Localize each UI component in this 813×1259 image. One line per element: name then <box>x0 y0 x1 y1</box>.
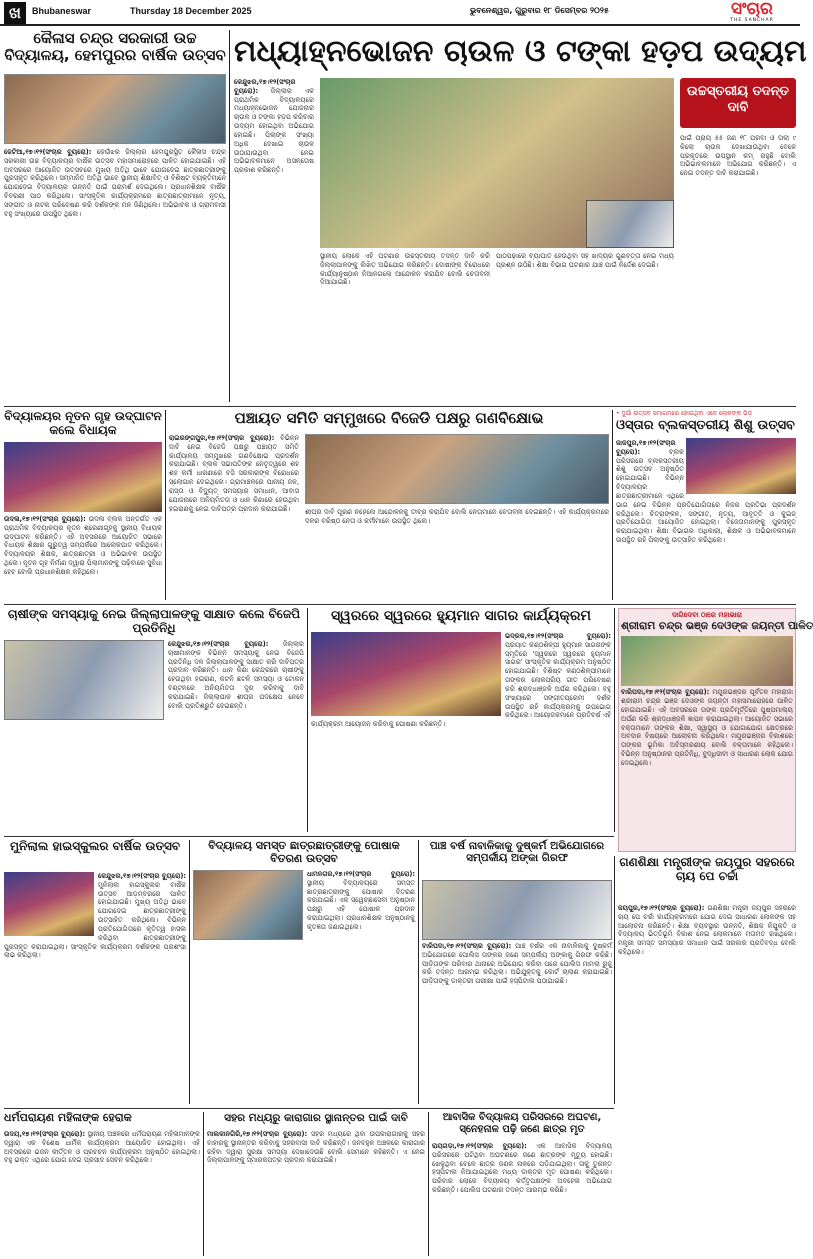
lead-story <box>234 30 807 402</box>
story-body-wrap <box>207 1130 425 1254</box>
story-photo <box>4 442 162 512</box>
story-photo <box>422 880 612 940</box>
story-women-religious <box>4 1112 200 1256</box>
date-odia: ଭୁବନେଶ୍ୱର, ଗୁରୁବାର ୧୮ ଡିସେମ୍ବର ୨୦୨୫ <box>470 6 609 15</box>
headline: ବିଦ୍ୟାଳୟ ସମସ୍ତ ଛାତ୍ରଛାତ୍ରୀଙ୍କୁ ପୋଷାକ ବିତରଣ ଉତ୍ସବ <box>208 839 400 865</box>
story-arrest <box>422 840 612 1104</box>
story-body: ସ୍ଥାନୀୟ ଅଞ୍ଚଳରେ ଧର୍ମପରାୟଣ ମହିଳାମାନଙ୍କ ଦ୍ୱାରା ଏକ ବିଶେଷ ଧାର୍ମିକ କାର୍ଯ୍ୟକ୍ରମ ଆୟୋଜିତ ହୋଇଥିଲା। ଏହି ଅବସରରେ ଭଜନ କୀର୍ତ୍ତନ ଓ ପ୍ରବଚନ କାର୍ଯ୍ୟକ୍ରମ ଅନୁଷ୍ଠିତ ହୋଇଥିଲା। ବହୁ ଭକ୍ତ ଏଥିରେ ଯୋଗ ଦେଇ ପ୍ରସାଦ ସେବନ କରିଥିଲେ। <box>4 1130 200 1165</box>
dateline: ଧାମନଗର,୧୭।୧୨(ସଂଚାର ବ୍ୟୁରୋ): <box>307 870 415 878</box>
story-body-wrap <box>618 904 796 1254</box>
lead-col1 <box>234 78 314 350</box>
story-body: ସହର ମଧ୍ୟରେ ଥିବା ଉପକାରାଗାରକୁ ସହର ବାହାରକୁ ସ୍ଥାନାନ୍ତର କରିବାକୁ ସହରବାସୀ ଦାବି କରିଛନ୍ତି। ଜନବହୁଳ ଅଞ୍ଚଳରେ କାରାଗାର ରହିବା ଦ୍ୱାରା ସୁରକ୍ଷା ସମସ୍ୟା ଦେଖାଦେଉଛି ବୋଲି ସେମାନେ କହିଛନ୍ତି। ଏ ନେଇ ଜିଲ୍ଲାପାଳଙ୍କୁ ସ୍ମାରକପତ୍ର ପ୍ରଦାନ କରାଯାଇଛି। <box>207 1130 425 1165</box>
story-body: ମୁନିଲାଲ ହାଇସ୍କୁଲର ବାର୍ଷିକ ଉତ୍ସବ ଆଡ଼ମ୍ବରରେ ପାଳିତ ହୋଇଯାଇଛି। ମୁଖ୍ୟ ଅତିଥି ଭାବେ ଯୋଗଦେଇ ଛାତ୍ରଛାତ୍ରୀଙ୍କୁ ଉତ୍ସାହିତ କରିଥିଲେ। ବିଭିନ୍ନ ପ୍ରତିଯୋଗିତାରେ କୃତିତ୍ୱ ହାସଲ କରିଥିବା ଛାତ୍ରଛାତ୍ରୀଙ୍କୁ ପୁରସ୍କୃତ କରାଯାଇଥିଲା। ସାଂସ୍କୃତିକ କାର୍ଯ୍ୟକ୍ରମ ଦର୍ଶକଙ୍କ ପ୍ରଶଂସା ଲାଭ କରିଥିଲା। <box>4 880 186 960</box>
brand-logo <box>706 0 798 24</box>
column-divider <box>203 1112 204 1256</box>
headline: ପାଞ୍ଚ ବର୍ଷ ନାବାଳିକାକୁ ଦୁଷ୍କର୍ମ ଅଭିଯୋଗରେ ସମ୍ପର୍କୀୟ ଅଙ୍କା ଗିରଫ <box>429 840 605 865</box>
story-body-wrap <box>4 148 226 398</box>
story-child-festival <box>616 410 796 600</box>
column-divider <box>614 856 615 1104</box>
story-body: ଉଦଳା ବ୍ଲକ ଅନ୍ତର୍ଗତ ଏକ ପ୍ରାଥମିକ ବିଦ୍ୟାଳୟର ନୂତନ ଶ୍ରେଣୀଗୃହକୁ ସ୍ଥାନୀୟ ବିଧାୟକ ଉଦ୍‌ଘାଟନ କରିଛନ୍ତି। ଏହି ଅବସରରେ ଆୟୋଜିତ ସଭାରେ ବିଧାୟକ ଶିକ୍ଷାର ଗୁରୁତ୍ୱ ସମ୍ପର୍କରେ ଆଲୋକପାତ କରିଥିଲେ। ବିଦ୍ୟାଳୟର ଶିକ୍ଷକ, ଛାତ୍ରଛାତ୍ରୀ ଓ ଅଭିଭାବକ ଉପସ୍ଥିତ ଥିଲେ। ନୂତନ ଗୃହ ନିର୍ମାଣ ଦ୍ୱାରା ପିଲାମାନଙ୍କୁ ପଢ଼ିବାରେ ସୁବିଧା ହେବ ବୋଲି ପ୍ରଧାନଶିକ୍ଷକ କହିଥିଲେ। <box>4 515 162 576</box>
column-divider <box>189 840 190 1104</box>
story-body-wrap <box>621 688 793 850</box>
brand-name: ସଂଚାର <box>731 0 773 19</box>
story-photo <box>621 636 793 686</box>
headline: ଶ୍ରୀରାମ ଚନ୍ଦ୍ର ଭଞ୍ଜ ଦେଓଙ୍କ ଜୟନ୍ତୀ ପାଳିତ <box>621 620 813 633</box>
section-rule <box>4 406 796 407</box>
story-photo <box>305 434 609 504</box>
story-jail-shift <box>207 1112 425 1256</box>
story-body-wrap <box>432 1142 612 1254</box>
story-body: ବିଭିନ୍ନ ଦାବି ନେଇ ବିଜେଡି ପକ୍ଷରୁ ପଞ୍ଚାୟତ ସମିତି କାର୍ଯ୍ୟାଳୟ ସମ୍ମୁଖରେ ଗଣବିକ୍ଷୋଭ ପ୍ରଦର୍ଶନ କରାଯାଇଛି। ବ୍ଲକ ସଭାପତିଙ୍କ ନେତୃତ୍ୱରେ ଶହ ଶହ କର୍ମୀ ଧାରଣାରେ ବସି ସରକାରଙ୍କ ବିରୋଧରେ ସ୍ଲୋଗାନ ଦେଇଥିଲେ। ଗ୍ରାମାଞ୍ଚଳରେ ପାନୀୟ ଜଳ, ରାସ୍ତା ଓ ବିଦ୍ୟୁତ୍ ସମସ୍ୟାର ସମାଧାନ, ଆବାସ ଯୋଜନାରେ ଅନିୟମିତତା ଓ ଧାନ କିଣାରେ ହେଉଥିବା ହଇରାଣକୁ ନେଇ ଦାବିପତ୍ର ପ୍ରଦାନ କରାଯାଇଛି। <box>169 434 299 513</box>
lead-col3: ପାଠପଢ଼ାରେ ବ୍ୟାଘାତ ହେଉଥିବା ସହ ଖାଦ୍ୟର ଗୁଣବତ୍ତା ନେଇ ମଧ୍ୟ ପ୍ରଶ୍ନ ଉଠିଛି। ଶିକ୍ଷା ବିଭାଗ ଘଟଣାର ଯାଞ୍ଚ ପାଇଁ ନିର୍ଦ୍ଦେଶ ଦେଇଛି। <box>496 252 674 269</box>
lead-col2: ସ୍ଥାନୀୟ ଲୋକେ ଏହି ଘଟଣାର ଉଚ୍ଚସ୍ତରୀୟ ତଦନ୍ତ ଦାବି କରି ଜିଲ୍ଲାପାଳଙ୍କୁ ଲିଖିତ ଅଭିଯୋଗ କରିଛନ୍ତି। ଦୋଷୀଙ୍କ ବିରୋଧରେ କାର୍ଯ୍ୟାନୁଷ୍ଠାନ ନିଆନଗଲେ ଆନ୍ଦୋଳନ କରାଯିବ ବୋଲି ଚେତାବନୀ ଦିଆଯାଇଛି। <box>320 252 490 287</box>
story-body: ବ୍ଲକ ପରିସରରେ ବ୍ଲକସ୍ତରୀୟ ଶିଶୁ ଉତ୍ସବ ଅନୁଷ୍ଠିତ ହୋଇଯାଇଛି। ବିଭିନ୍ନ ବିଦ୍ୟାଳୟର ଛାତ୍ରଛାତ୍ରୀମାନେ ଏଥିରେ ଭାଗ ନେଇ ବିଭିନ୍ନ ପ୍ରତିଯୋଗିତାରେ ନିଜର ପ୍ରତିଭା ପ୍ରଦର୍ଶନ କରିଥିଲେ। ଚିତ୍ରାଙ୍କନ, ସଙ୍ଗୀତ, ନୃତ୍ୟ, ଆବୃତ୍ତି ଓ କୁଇଜ୍ ପ୍ରତିଯୋଗିତା ଆୟୋଜିତ ହୋଇଥିଲା। ବିଜେତାମାନଙ୍କୁ ପୁରସ୍କୃତ କରାଯାଇଥିଲା। ଶିକ୍ଷା ବିଭାଗର ଅଧିକାରୀ, ଶିକ୍ଷକ ଓ ଅଭିଭାବକମାନେ ଉପସ୍ଥିତ ରହି ପିଲାଙ୍କୁ ଉତ୍ସାହିତ କରିଥିଲେ। <box>616 447 796 545</box>
dateline: ବାରିପଦା,୧୭।୧୨(ସଂଚାର ବ୍ୟୁରୋ): <box>621 688 710 697</box>
kicker-text: ଉଚ୍ଚସ୍ତରୀୟ ତଦନ୍ତ ଦାବି <box>687 84 789 115</box>
story-munilal <box>4 840 186 1104</box>
section-rule <box>4 1108 614 1109</box>
story-photo <box>4 872 94 936</box>
story-body: ଗଣଶିକ୍ଷା ମନ୍ତ୍ରୀ ଜୟପୁର ସହରରେ ଚାୟ ପେ ଚର୍ଚ୍ଚା କାର୍ଯ୍ୟକ୍ରମରେ ଯୋଗ ଦେଇ ସାଧାରଣ ଲୋକଙ୍କ ସହ ଆଲୋଚନା କରିଛନ୍ତି। ଶିକ୍ଷା ବ୍ୟବସ୍ଥାର ଉନ୍ନତି, ଶିକ୍ଷକ ନିଯୁକ୍ତି ଓ ବିଦ୍ୟାଳୟ ଭିତ୍ତିଭୂମି ବିକାଶ ନେଇ ଲୋକମାନେ ମତାମତ ରଖିଥିଲେ। ମନ୍ତ୍ରୀ ସମସ୍ତ ସମସ୍ୟାର ସମାଧାନ ପାଇଁ ସରକାର ପ୍ରତିବଦ୍ଧ ବୋଲି କହିଥିଲେ। <box>618 904 796 957</box>
headline: ଓସ୍ତାର ବ୍ଲକସ୍ତରୀୟ ଶିଶୁ ଉତ୍ସବ <box>616 418 795 433</box>
story-body-wrap <box>422 942 612 1102</box>
story-photo <box>4 640 164 720</box>
story-body: ସ୍ଥାନୀୟ ବିଦ୍ୟାଳୟରେ ସମସ୍ତ ଛାତ୍ରଛାତ୍ରୀଙ୍କୁ ପୋଷାକ ବିତରଣ କରାଯାଇଛି। ଏକ ସ୍ୱେଚ୍ଛାସେବୀ ଅନୁଷ୍ଠାନ ପକ୍ଷରୁ ଏହି ପୋଷାକ ପ୍ରଦାନ କରାଯାଇଥିଲା। ପ୍ରଧାନଶିକ୍ଷକ ଅନୁଷ୍ଠାନକୁ କୃତଜ୍ଞତା ଜଣାଇଥିଲେ। <box>307 878 415 931</box>
story-photo <box>4 74 226 144</box>
story-farmers <box>4 608 304 832</box>
dateline: ଉଦୟ,୧୭।୧୨(ସଂଚାର ବ୍ୟୁରୋ): <box>4 1130 86 1138</box>
section-rule <box>4 604 796 605</box>
story-body: ପାଞ୍ଚ ବର୍ଷର ଏକ ନାବାଳିକାକୁ ଦୁଷ୍କର୍ମ ଅଭିଯୋଗରେ ପୋଲିସ ତାଙ୍କର ଜଣେ ସମ୍ପର୍କୀୟ ଅଙ୍କାକୁ ଗିରଫ କରିଛି। ପୀଡ଼ିତାଙ୍କ ପରିବାର ଥାନାରେ ଅଭିଯୋଗ କରିବା ପରେ ପୋଲିସ ମାମଲା ରୁଜୁ କରି ତଦନ୍ତ ଆରମ୍ଭ କରିଥିଲା। ଅଭିଯୁକ୍ତକୁ କୋର୍ଟ ଚାଲାଣ କରାଯାଇଛି। ପୀଡ଼ିତାଙ୍କୁ ଡାକ୍ତରୀ ପରୀକ୍ଷା ପାଇଁ ହସ୍ପିଟାଲ ପଠାଯାଇଛି। <box>422 942 612 986</box>
dateline: ଜାଜପୁର,୧୭।୧୨(ସଂଚାର ବ୍ୟୁରୋ): <box>616 439 676 456</box>
headline: ପଞ୍ଚାୟତ ସମିତି ସମ୍ମୁଖରେ ବିଜେଡି ପକ୍ଷରୁ ଗଣବିକ୍ଷୋଭ <box>234 409 544 427</box>
story-body: ଏକ ଆବାସିକ ବିଦ୍ୟାଳୟ ପରିସରରେ ଘଟିଥିବା ଅଘଟଣରେ ଜଣେ ଛାତ୍ରଙ୍କ ମୃତ୍ୟୁ ହୋଇଛି। ଖେଳୁଥିବା ବେଳେ ଛାତ୍ର ଜଣକ ନାଳରେ ପଡ଼ିଯାଇଥିଲା। ତାକୁ ତୁରନ୍ତ ହସ୍ପିଟାଲ ନିଆଯାଇଥିଲେ ମଧ୍ୟ ଡାକ୍ତର ମୃତ ଘୋଷଣା କରିଥିଲେ। ପରିବାର ଲୋକେ ବିଦ୍ୟାଳୟ କର୍ତ୍ତୃପକ୍ଷଙ୍କ ଅବହେଳା ଅଭିଯୋଗ କରିଛନ୍ତି। ପୋଲିସ ଘଟଣାର ତଦନ୍ତ ଆରମ୍ଭ କରିଛି। <box>432 1142 612 1195</box>
lead-body1: ଜିଲ୍ଲାର ଏକ ପ୍ରାଥମିକ ବିଦ୍ୟାଳୟରେ ମଧ୍ୟାହ୍ନଭୋଜନ ଯୋଜନାର ଚାଉଳ ଓ ଟଙ୍କା ହଡ଼ପ କରିବାର ଉଦ୍ୟମ ହୋଇଥିବା ଅଭିଯୋଗ ହୋଇଛି। ପିଲାଙ୍କ ସଂଖ୍ୟା ଅଧିକ ଦେଖାଇ ଚାଉଳ ଉଠାଯାଉଥିବା ନେଇ ଅଭିଭାବକମାନେ ଅସନ୍ତୋଷ ପ୍ରକାଶ କରିଛନ୍ତି। <box>234 86 314 175</box>
story-bjd-protest <box>169 410 609 600</box>
kicker-box <box>680 78 796 128</box>
headline: ମୁନିଲାଲ ହାଇସ୍କୁଲର ବାର୍ଷିକ ଉତ୍ସବ <box>9 839 181 853</box>
story-school-annual <box>4 30 226 402</box>
column-divider <box>428 1112 429 1256</box>
tag: ଦାଗିଦେବା ଠାରେ ମହାଭାରା <box>671 611 743 619</box>
lead-dateline: କେନ୍ଦୁଝର,୧୭।୧୨(ସଂଚାର ବ୍ୟୁରୋ): <box>234 78 296 95</box>
page-letter: ଖ <box>4 2 26 24</box>
date-english: Thursday 18 December 2025 <box>130 6 252 16</box>
column-divider <box>307 608 308 832</box>
lead-headline: ମଧ୍ୟାହ୍ନଭୋଜନ ଚାଉଳ ଓ ଟଙ୍କା ହଡ଼ପ ଉଦ୍ୟମ <box>234 34 807 69</box>
dateline: ମାଲକାନଗିରି,୧୭।୧୨(ସଂଚାର ବ୍ୟୁରୋ): <box>207 1130 308 1138</box>
story-body: କେଉଁଝର ଜିଲ୍ଲାର ହେମପୁରସ୍ଥିତ କୈଳାସ ଚନ୍ଦ୍ର ସରକାରୀ ଉଚ୍ଚ ବିଦ୍ୟାଳୟର ବାର୍ଷିକ ଉତ୍ସବ ମହାସମାରୋହରେ ପାଳିତ ହୋଇଯାଇଛି। ଏହି ଅବସରରେ ଆୟୋଜିତ ଉତ୍ସବରେ ମୁଖ୍ୟ ଅତିଥି ଭାବେ ଯୋଗଦେଇ ଛାତ୍ରଛାତ୍ରୀଙ୍କୁ ପୁରସ୍କୃତ କରିଥିଲେ। ସମ୍ମାନିତ ଅତିଥି ଭାବେ ସ୍ଥାନୀୟ ଶିକ୍ଷାବିତ୍ ଓ ବିଶିଷ୍ଟ ବ୍ୟକ୍ତିମାନେ ଯୋଗଦେଇ ବିଦ୍ୟାଳୟର ଉନ୍ନତି ପାଇଁ ପରାମର୍ଶ ଦେଇଥିଲେ। ପ୍ରଧାନଶିକ୍ଷକ ବାର୍ଷିକ ବିବରଣୀ ପାଠ କରିଥିଲେ। ସାଂସ୍କୃତିକ କାର୍ଯ୍ୟକ୍ରମରେ ଛାତ୍ରଛାତ୍ରୀମାନେ ନୃତ୍ୟ, ସଙ୍ଗୀତ ଓ ନାଟକ ପରିବେଷଣ କରି ଦର୍ଶକଙ୍କ ମନ ଜିଣିଥିଲେ। ଅଭିଭାବକ ଓ ଗ୍ରାମବାସୀ ବହୁ ସଂଖ୍ୟାରେ ଉପସ୍ଥିତ ଥିଲେ। <box>4 148 226 218</box>
column-divider <box>614 608 615 832</box>
brand-subtitle: THE SANCHAR <box>730 18 774 23</box>
column-divider <box>165 410 166 600</box>
story-body: ପ୍ରୟାତ କଣ୍ଠଶିଳ୍ପୀ ହ୍ୟୁମାନ ସାଗରଙ୍କ ସ୍ମୃତିରେ 'ସ୍ୱରରେ ସ୍ୱରରେ ହ୍ୟୁମାନ ସାଗର' ସାଂସ୍କୃତିକ କାର୍ଯ୍ୟକ୍ରମ ଅନୁଷ୍ଠିତ ହୋଇଯାଇଛି। ବିଶିଷ୍ଟ କଣ୍ଠଶିଳ୍ପୀମାନେ ତାଙ୍କର ଲୋକପ୍ରିୟ ଗୀତ ପରିବେଷଣ କରି ଶ୍ରଦ୍ଧାଞ୍ଜଳି ଅର୍ପଣ କରିଥିଲେ। ବହୁ ସଂଖ୍ୟାରେ ସଙ୍ଗୀତପ୍ରେମୀ ଦର୍ଶକ ଉପସ୍ଥିତ ରହି କାର୍ଯ୍ୟକ୍ରମକୁ ଉପଭୋଗ କରିଥିଲେ। ଆୟୋଜକମାନେ ପ୍ରତିବର୍ଷ ଏହି କାର୍ଯ୍ୟକ୍ରମ ଆୟୋଜନ କରିବାକୁ ଘୋଷଣା କରିଛନ୍ତି। <box>311 640 611 729</box>
lead-photo-inset <box>586 200 674 248</box>
headline: ବିଦ୍ୟାଳୟର ନୂତନ ଗୃହ ଉଦ୍‌ଘାଟନ କଲେ ବିଧାୟକ <box>4 409 162 437</box>
dateline: କେନ୍ଦୁଝର,୧୭।୧୨(ସଂଚାର ବ୍ୟୁରୋ): <box>168 640 269 648</box>
story-body-wrap <box>4 1130 200 1254</box>
lead-col4: ପାଇଁ ପ୍ରାୟ ୫୫ ଜଣ ୧୮ ପରବା ଓ ତାଲା ୯ କିଲୋ ଚାଉଳ ଦେଖାଯାଉଥିବା ବେଳେ ପ୍ରକୃତରେ ଉପସ୍ଥାନ କମ୍ ରହୁଛି ବୋଲି ଅଭିଭାବକମାନେ ଅଭିଯୋଗ କରିଛନ୍ତି। ଏ ନେଇ ତଦନ୍ତ ଦାବି କରାଯାଇଛି। <box>680 134 796 178</box>
story-col1 <box>169 434 299 596</box>
headline: ସହର ମଧ୍ୟରୁ କାରାଗାର ସ୍ଥାନାନ୍ତର ପାଇଁ ଦାବି <box>224 1112 408 1124</box>
masthead <box>0 0 800 26</box>
story-uniform <box>193 840 415 1104</box>
headline: ସ୍ୱରରେ ସ୍ୱରରେ ହ୍ୟୁମାନ ସାଗର କାର୍ଯ୍ୟକ୍ରମ <box>331 608 591 624</box>
tagline: • ଦୁର୍ଗା ଉତ୍ସବ ସମାଗମରେ ହୋଇଥିବା ଏବେ ଲୋକଙ୍କ ଭିଡ଼ <box>616 410 753 417</box>
headline: ଚାଷୀଙ୍କ ସମସ୍ୟାକୁ ନେଇ ଜିଲ୍ଲାପାଳଙ୍କୁ ସାକ୍ଷାତ କଲେ ବିଜେପି ପ୍ରତିନିଧି <box>7 607 301 635</box>
story-chai-pe-charcha <box>618 856 796 1256</box>
story-col2: ଶୀଘ୍ର ଦାବି ପୂରଣ ନହେଲେ ଆନ୍ଦୋଳନକୁ ତୀବ୍ର କରାଯିବ ବୋଲି ନେତାମାନେ ଚେତାବନୀ ଦେଇଛନ୍ତି। ଏହି କାର୍ଯ୍ୟକ୍ରମରେ ଦଳର ବରିଷ୍ଠ ନେତା ଓ କର୍ମୀମାନେ ଉପସ୍ଥିତ ଥିଲେ। <box>305 508 609 525</box>
headline: ଆବାସିକ ବିଦ୍ୟାଳୟ ପରିସରରେ ଅଘଟଣ, ସ୍ନେହନାଳ ପଢ଼ି ଜଣେ ଛାତ୍ର ମୃତ <box>442 1112 602 1135</box>
story-body: ମୟୂରଭଞ୍ଜର ପୂର୍ବତନ ମହାରାଜା ଶ୍ରୀରାମ ଚନ୍ଦ୍ର ଭଞ୍ଜ ଦେଓଙ୍କ ଜୟନ୍ତୀ ମହାସମାରୋହରେ ପାଳିତ ହୋଇଯାଇଛି। ଏହି ଅବସରରେ ତାଙ୍କ ପ୍ରତିମୂର୍ତ୍ତିରେ ପୁଷ୍ପମାଲ୍ୟ ଅର୍ପଣ କରି ଶ୍ରଦ୍ଧାଞ୍ଜଳି ଜ୍ଞାପନ କରାଯାଇଥିଲା। ଆୟୋଜିତ ସଭାରେ ବକ୍ତାମାନେ ତାଙ୍କର ଶିକ୍ଷା, ସ୍ୱାସ୍ଥ୍ୟ ଓ ଯୋଗାଯୋଗ କ୍ଷେତ୍ରରେ ଅବଦାନ ବିଷୟରେ ଆଲୋଚନା କରିଥିଲେ। ମୟୂରଭଞ୍ଜର ବିକାଶରେ ତାଙ୍କର ଭୂମିକା ଅବିସ୍ମରଣୀୟ ବୋଲି ବକ୍ତାମାନେ କହିଥିଲେ। ବିଭିନ୍ନ ଅନୁଷ୍ଠାନର ପ୍ରତିନିଧି, ବୁଦ୍ଧିଜୀବୀ ଓ ସାଧାରଣ ଲୋକ ଯୋଗ ଦେଇଥିଲେ। <box>621 688 793 767</box>
dateline: ରାୟଗଡ଼ା,୧୭।୧୨(ସଂଚାର ବ୍ୟୁରୋ): <box>432 1142 527 1150</box>
headline: ଧର୍ମପରାୟଣ ମହିଳାଙ୍କ ହେରାକ <box>4 1111 132 1124</box>
column-divider <box>418 840 419 1104</box>
story-body: ଜିଲ୍ଲାର ଚାଷୀମାନଙ୍କ ବିଭିନ୍ନ ସମସ୍ୟାକୁ ନେଇ ବିଜେପି ପ୍ରତିନିଧି ଦଳ ଜିଲ୍ଲାପାଳଙ୍କୁ ସାକ୍ଷାତ କରି ଦାବିପତ୍ର ପ୍ରଦାନ କରିଛନ୍ତି। ଧାନ କିଣା କେନ୍ଦ୍ରରେ ଚାଷୀଙ୍କୁ ହେଉଥିବା ହଇରାଣ, କଟନି ଛଟନି ସମସ୍ୟା ଓ ଟୋକନ ବଣ୍ଟନରେ ଅନିୟମିତତା ଦୂର କରିବାକୁ ଦାବି କରାଯାଇଛି। ଜିଲ୍ଲାପାଳ ଶୀଘ୍ର ପଦକ୍ଷେପ ନେବେ ବୋଲି ପ୍ରତିଶ୍ରୁତି ଦେଇଛନ୍ତି। <box>168 640 304 710</box>
story-music-program <box>311 608 611 832</box>
dateline: କେନ୍ଦୁଝର,୧୭।୧୨(ସଂଚାର ବ୍ୟୁରୋ): <box>98 872 186 880</box>
section-rule <box>4 836 614 837</box>
story-photo <box>686 438 796 494</box>
story-photo <box>311 632 501 716</box>
dateline: ବାରିପଦା,୧୭।୧୨(ସଂଚାର ବ୍ୟୁରୋ): <box>422 942 512 950</box>
dateline: ଜେଟିଆ,୧୭।୧୨(ସଂଚାର ବ୍ୟୁରୋ): <box>4 148 92 156</box>
column-divider <box>229 30 230 402</box>
column-divider <box>612 410 613 600</box>
dateline: ଉଦଳା,୧୭।୧୨(ସଂଚାର ବ୍ୟୁରୋ): <box>4 515 86 523</box>
dateline: ଭଦ୍ରକ,୧୭।୧୨(ସଂଚାର ବ୍ୟୁରୋ): <box>505 632 611 640</box>
story-student-death <box>432 1112 612 1256</box>
headline: କୈଳାସ ଚନ୍ଦ୍ର ସରକାରୀ ଉଚ୍ଚ ବିଦ୍ୟାଳୟ, ହେମପୁରର ବାର୍ଷିକ ଉତ୍ସବ <box>4 29 226 65</box>
story-photo <box>193 870 303 940</box>
story-school-building <box>4 410 162 600</box>
headline: ଗଣଶିକ୍ଷା ମନ୍ତ୍ରୀଙ୍କ ଜୟପୁର ସହରରେ ଚାୟ ପେ ଚର୍ଚ୍ଚା <box>619 855 795 883</box>
city-label: Bhubaneswar <box>32 6 92 16</box>
dateline: ରାଇରଙ୍ଗପୁର,୧୭।୧୨(ସଂଚାର ବ୍ୟୁରୋ): <box>169 434 275 442</box>
dateline: ଜୟପୁର,୧୭।୧୨(ସଂଚାର ବ୍ୟୁରୋ): <box>618 904 705 912</box>
story-body-wrap <box>4 515 162 597</box>
story-jayanti <box>618 608 813 852</box>
